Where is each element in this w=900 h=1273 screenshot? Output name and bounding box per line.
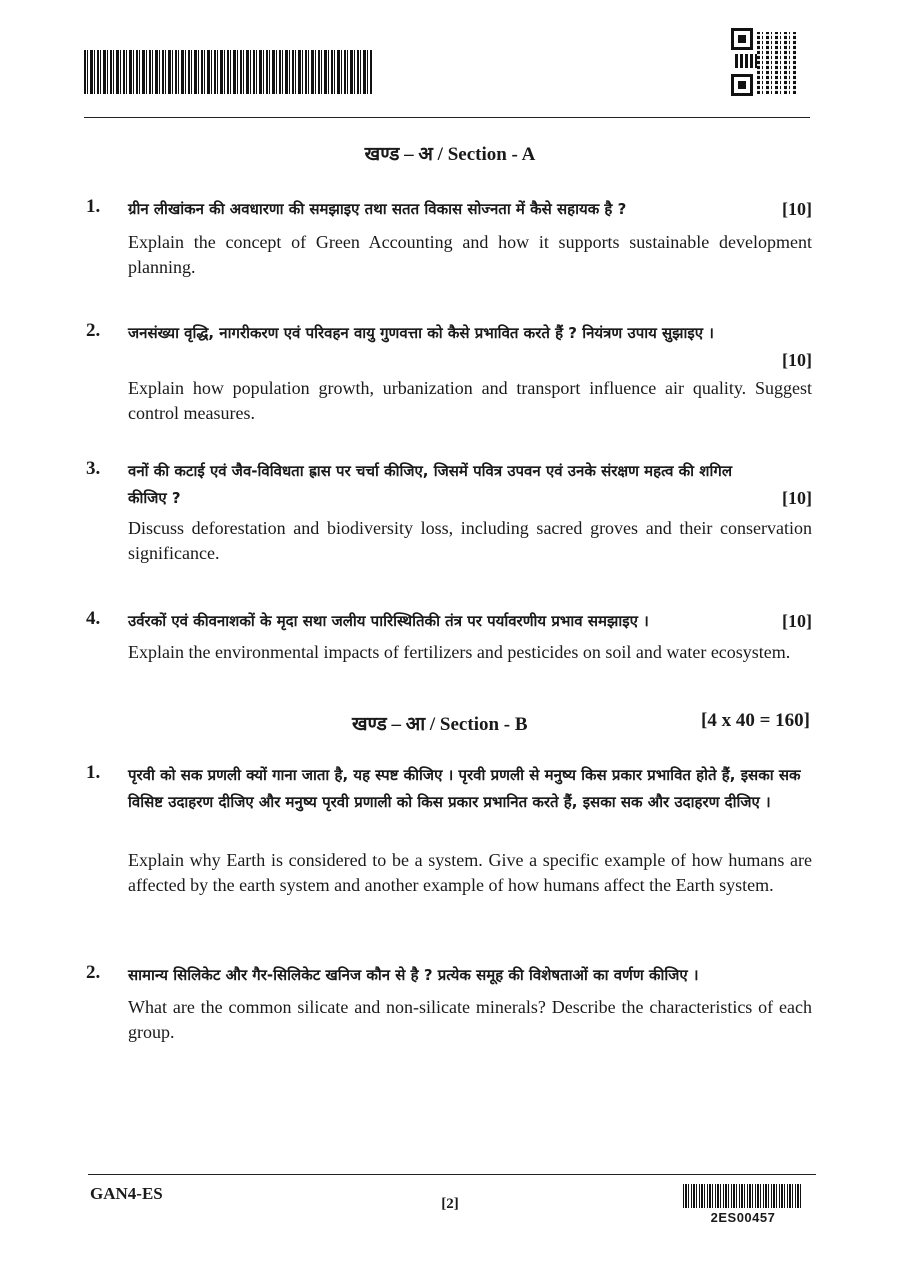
question-number: 2.	[86, 320, 101, 341]
question-a3	[86, 458, 812, 568]
question-b1	[86, 762, 812, 932]
footer-divider	[88, 1174, 816, 1175]
question-marks: [10]	[782, 350, 812, 370]
question-number: 2.	[86, 962, 101, 983]
question-hindi: सामान्य सिलिकेट और गैर-सिलिकेट खनिज कौन से है ? प्रत्येक समूह की विशेषताओं का वर्णण कीजिए ।	[128, 966, 699, 984]
barcode-label: 2ES00457	[710, 1210, 776, 1225]
question-marks: [10]	[782, 488, 812, 508]
question-hindi: [10] वनों की कटाई एवं जैव-विविधता ह्रास पर चर्चा कीजिए, जिसमें पवित्र उपवन एवं उनके संरक्षण महत्व की शगिल कीजिए ?	[128, 458, 812, 512]
question-english: Explain how population growth, urbanization and transport influence air quality. Suggest control measures.	[128, 378, 812, 423]
qr-code-icon	[731, 28, 799, 96]
question-english: What are the common silicate and non-silicate minerals? Describe the characteristics of each group.	[128, 997, 812, 1042]
section-b-heading: खण्ड – आ / Section - B	[352, 714, 528, 735]
paper-code: GAN4-ES	[90, 1184, 163, 1203]
barcode-icon	[84, 50, 372, 94]
question-a1	[86, 196, 812, 276]
question-a2	[86, 320, 812, 430]
question-b2	[86, 962, 812, 1052]
question-english: Explain why Earth is considered to be a system. Give a specific example of how humans are affected by the earth system and another example of how humans affect the Earth system.	[128, 850, 812, 895]
question-hindi: [10] ग्रीन लीखांकन की अवधारणा की समझाइए तथा सतत विकास सोज्नता में कैसे सहायक है ?	[128, 196, 812, 223]
question-english: Explain the concept of Green Accounting and how it supports sustainable development planning.	[128, 232, 812, 277]
section-b-marks: [4 x 40 = 160]	[701, 710, 810, 731]
header-divider	[84, 117, 810, 118]
page-number: [2]	[441, 1196, 459, 1212]
question-english: Discuss deforestation and biodiversity loss, including sacred groves and their conservation significance.	[128, 518, 812, 563]
question-number: 3.	[86, 458, 101, 479]
question-hindi: [10] उर्वरकों एवं कीवनाशकों के मृदा सथा जलीय पारिस्थितिकी तंत्र पर पर्यावरणीय प्रभाव समझाइए ।	[128, 608, 812, 635]
question-number: 1.	[86, 762, 101, 783]
question-hindi: पृरवी को सक प्रणली क्यों गाना जाता है, यह स्पष्ट कीजिए । पृरवी प्रणली से मनुष्य किस प्रकार प्रभावित होते हैं, इसका सक विसिष्ट उदाहरण दीजिए और मनुष्य पृरवी प्रणाली को किस प्रकार प्रभानित करते हैं, इसका सक और उदाहरण दीजिए ।	[128, 766, 801, 811]
question-marks: [10]	[782, 199, 812, 219]
question-number: 1.	[86, 196, 101, 217]
question-marks: [10]	[782, 611, 812, 631]
question-number: 4.	[86, 608, 101, 629]
barcode-icon	[683, 1184, 803, 1208]
question-hindi: [10] जनसंख्या वृद्धि, नागरीकरण एवं परिवहन वायु गुणवत्ता को कैसे प्रभावित करते हैं ? नियंत्रण उपाय सुझाइए ।	[128, 320, 812, 374]
question-a4	[86, 608, 812, 688]
section-b-header	[0, 710, 900, 736]
section-a-heading: खण्ड – अ / Section - A	[364, 144, 536, 165]
question-english: Explain the environmental impacts of fertilizers and pesticides on soil and water ecosystem.	[128, 642, 791, 662]
